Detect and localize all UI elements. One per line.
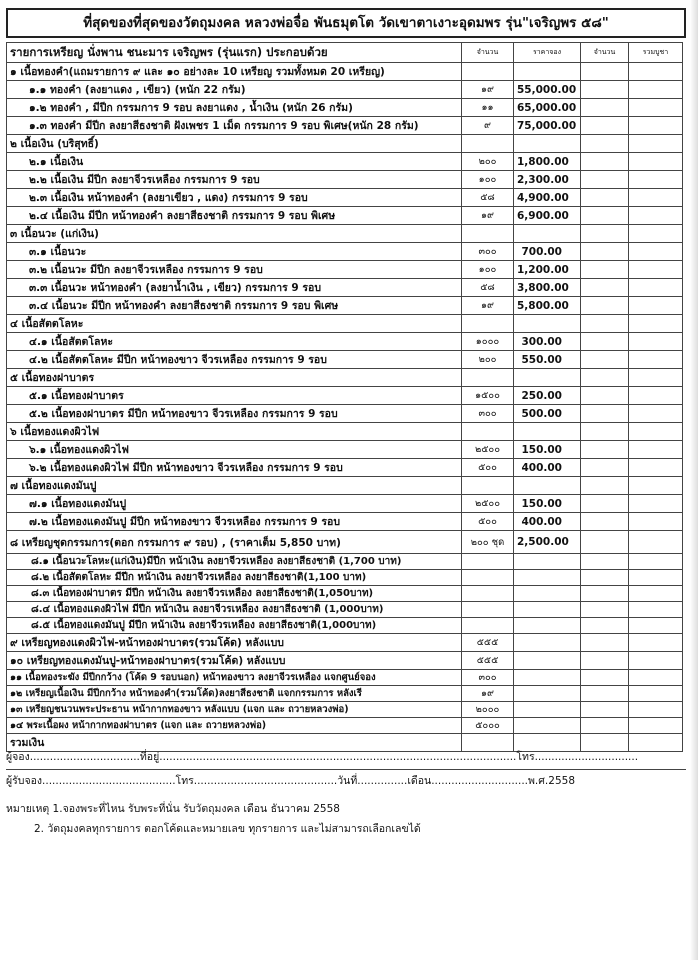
row-order-input[interactable] — [581, 63, 629, 81]
row-description: ๑ เนื้อทองคำ(แถมรายการ ๙ และ ๑๐ อย่างละ 10 เหรียญ รวมทั้งหมด 20 เหรียญ) — [7, 63, 462, 81]
row-quantity: ๒๐๐ ชุด — [462, 531, 514, 554]
row-order-input[interactable] — [581, 315, 629, 333]
row-description: ๗.๒ เนื้อทองแดงมันปู มีปีก หน้าทองขาว จีวรเหลือง กรรมการ 9 รอบ — [7, 513, 462, 531]
row-order-input[interactable] — [581, 702, 629, 718]
order-table — [6, 42, 683, 752]
row-order-input[interactable] — [581, 135, 629, 153]
row-order-input[interactable] — [581, 618, 629, 634]
table-row — [7, 618, 683, 634]
row-quantity: ๑๙ — [462, 207, 514, 225]
row-description: ๔.๒ เนื้อสัตตโลหะ มีปีก หน้าทองขาว จีวรเหลือง กรรมการ 9 รอบ — [7, 351, 462, 369]
row-price — [514, 135, 581, 153]
row-price: 150.00 — [514, 441, 581, 459]
row-quantity: ๓๐๐ — [462, 243, 514, 261]
table-row — [7, 670, 683, 686]
row-order-input[interactable] — [581, 531, 629, 554]
table-row — [7, 135, 683, 153]
row-order-input[interactable] — [581, 459, 629, 477]
row-price: 400.00 — [514, 459, 581, 477]
row-total-input[interactable] — [629, 333, 683, 351]
row-total-input[interactable] — [629, 686, 683, 702]
table-row — [7, 459, 683, 477]
row-order-input[interactable] — [581, 279, 629, 297]
row-quantity — [462, 63, 514, 81]
row-description: ๕.๑ เนื้อทองฝาบาตร — [7, 387, 462, 405]
row-total-input[interactable] — [629, 718, 683, 734]
row-description: ๓.๓ เนื้อนวะ หน้าทองคำ (ลงยาน้ำเงิน , เขียว) กรรมการ 9 รอบ — [7, 279, 462, 297]
row-quantity: ๑๐๐ — [462, 261, 514, 279]
row-order-input[interactable] — [581, 670, 629, 686]
row-price: 2,500.00 — [514, 531, 581, 554]
row-total-input[interactable] — [629, 189, 683, 207]
row-description: รวมเงิน — [7, 734, 462, 752]
row-description: ๑๐ เหรียญทองแดงมันปู-หน้าทองฝาบาตร(รวมโค้ด) หลังแบบ — [7, 652, 462, 670]
row-order-input[interactable] — [581, 99, 629, 117]
row-total-input[interactable] — [629, 652, 683, 670]
row-quantity — [462, 315, 514, 333]
row-description: ๑๑ เนื้อทองระฆัง มีปีกกว้าง (โค้ด 9 รอบนอก) หน้าทองขาว ลงยาจีวรเหลือง แจกศูนย์จอง — [7, 670, 462, 686]
row-quantity: ๕๘ — [462, 279, 514, 297]
row-quantity: ๑๐๐๐ — [462, 333, 514, 351]
row-description: ๑๒ เหรียญเนื้อเงิน มีปีกกว้าง หน้าทองคำ(รวมโค้ด)ลงยาสีธงชาติ แจกกรรมการ หลังเรี — [7, 686, 462, 702]
row-order-input[interactable] — [581, 602, 629, 618]
row-quantity: ๕๕๕ — [462, 634, 514, 652]
row-order-input[interactable] — [581, 243, 629, 261]
row-description: ๑.๑ ทองคำ (ลงยาแดง , เขียว) (หนัก 22 กรัม) — [7, 81, 462, 99]
row-description: ๔.๑ เนื้อสัตตโลหะ — [7, 333, 462, 351]
table-row — [7, 718, 683, 734]
table-row — [7, 554, 683, 570]
row-order-input[interactable] — [581, 495, 629, 513]
row-order-input[interactable] — [581, 333, 629, 351]
table-row — [7, 513, 683, 531]
row-total-input[interactable] — [629, 570, 683, 586]
row-order-input[interactable] — [581, 117, 629, 135]
row-order-input[interactable] — [581, 369, 629, 387]
row-quantity: ๑๙ — [462, 81, 514, 99]
row-order-input[interactable] — [581, 387, 629, 405]
row-price: 300.00 — [514, 333, 581, 351]
row-quantity — [462, 618, 514, 634]
row-quantity: ๑๕๐๐ — [462, 387, 514, 405]
row-price: 2,300.00 — [514, 171, 581, 189]
row-description: ๗ เนื้อทองแดงมันปู — [7, 477, 462, 495]
row-description: ๑.๒ ทองคำ , มีปีก กรรมการ 9 รอบ ลงยาแดง , น้ำเงิน (หนัก 26 กรัม) — [7, 99, 462, 117]
table-row — [7, 225, 683, 243]
row-quantity: ๓๐๐ — [462, 670, 514, 686]
row-total-input[interactable] — [629, 81, 683, 99]
table-row — [7, 351, 683, 369]
row-price: 500.00 — [514, 405, 581, 423]
table-row — [7, 333, 683, 351]
row-order-input[interactable] — [581, 570, 629, 586]
row-total-input[interactable] — [629, 459, 683, 477]
row-total-input[interactable] — [629, 135, 683, 153]
row-total-input[interactable] — [629, 618, 683, 634]
row-price — [514, 369, 581, 387]
row-total-input[interactable] — [629, 225, 683, 243]
row-order-input[interactable] — [581, 207, 629, 225]
row-order-input[interactable] — [581, 718, 629, 734]
table-row — [7, 207, 683, 225]
table-row — [7, 63, 683, 81]
row-price: 550.00 — [514, 351, 581, 369]
table-row — [7, 153, 683, 171]
row-quantity: ๓๐๐ — [462, 405, 514, 423]
table-body — [7, 63, 683, 752]
row-description: ๘.๑ เนื้อนวะโลหะ(แก่เงิน)มีปีก หน้าเงิน ลงยาจีวรเหลือง ลงยาสีธงชาติ (1,700 บาท) — [7, 554, 462, 570]
row-description: ๒.๑ เนื้อเงิน — [7, 153, 462, 171]
row-price — [514, 225, 581, 243]
row-quantity: ๒๐๐๐ — [462, 702, 514, 718]
row-price — [514, 702, 581, 718]
row-quantity: ๑๑ — [462, 99, 514, 117]
row-quantity — [462, 586, 514, 602]
order-sheet — [6, 8, 686, 752]
table-row — [7, 477, 683, 495]
header-order-quantity: จำนวน — [581, 43, 629, 63]
row-quantity: ๒๕๐๐ — [462, 495, 514, 513]
row-description: ๖.๑ เนื้อทองแดงผิวไฟ — [7, 441, 462, 459]
row-total-input[interactable] — [629, 531, 683, 554]
row-price — [514, 652, 581, 670]
header-description: รายการเหรียญ นั่งพาน ชนะมาร เจริญพร (รุ่นแรก) ประกอบด้วย — [7, 43, 462, 63]
table-row — [7, 279, 683, 297]
row-quantity — [462, 602, 514, 618]
table-row — [7, 570, 683, 586]
row-price: 55,000.00 — [514, 81, 581, 99]
row-price: 5,800.00 — [514, 297, 581, 315]
row-description: ๑๔ พระเนื้อผง หน้ากากทองฝาบาตร (แจก และ ถวายหลวงพ่อ) — [7, 718, 462, 734]
row-quantity: ๑๙ — [462, 686, 514, 702]
row-order-input[interactable] — [581, 171, 629, 189]
row-order-input[interactable] — [581, 261, 629, 279]
row-description: ๘ เหรียญชุดกรรมการ(ตอก กรรมการ ๙ รอบ) , (ราคาเต็ม 5,850 บาท) — [7, 531, 462, 554]
row-description: ๓.๑ เนื้อนวะ — [7, 243, 462, 261]
row-price — [514, 634, 581, 652]
row-quantity: ๕๐๐ — [462, 459, 514, 477]
row-price: 6,900.00 — [514, 207, 581, 225]
row-price: 250.00 — [514, 387, 581, 405]
row-price — [514, 670, 581, 686]
table-row — [7, 99, 683, 117]
row-description: ๘.๓ เนื้อทองฝาบาตร มีปีก หน้าเงิน ลงยาจีวรเหลือง ลงยาสีธงชาติ(1,050บาท) — [7, 586, 462, 602]
row-quantity: ๑๐๐ — [462, 171, 514, 189]
table-row — [7, 441, 683, 459]
row-description: ๑๓ เหรียญชนวนพระประธาน หน้ากากทองขาว หลังแบบ (แจก และ ถวายหลวงพ่อ) — [7, 702, 462, 718]
row-description: ๓.๔ เนื้อนวะ มีปีก หน้าทองคำ ลงยาสีธงชาติ กรรมการ 9 รอบ พิเศษ — [7, 297, 462, 315]
row-quantity: ๕๐๐๐ — [462, 718, 514, 734]
row-quantity: ๒๕๐๐ — [462, 441, 514, 459]
row-order-input[interactable] — [581, 297, 629, 315]
receiver-line: ผู้รับจอง........................................โทร...........................................วันที่...............เดือน.............................พ.ศ.2558 — [6, 775, 575, 787]
row-total-input[interactable] — [629, 586, 683, 602]
table-row — [7, 405, 683, 423]
row-order-input[interactable] — [581, 351, 629, 369]
row-order-input[interactable] — [581, 405, 629, 423]
row-description: ๓.๒ เนื้อนวะ มีปีก ลงยาจีวรเหลือง กรรมการ 9 รอบ — [7, 261, 462, 279]
row-order-input[interactable] — [581, 554, 629, 570]
row-price: 150.00 — [514, 495, 581, 513]
row-quantity — [462, 570, 514, 586]
row-price — [514, 618, 581, 634]
row-price: 4,900.00 — [514, 189, 581, 207]
row-total-input[interactable] — [629, 351, 683, 369]
row-order-input[interactable] — [581, 686, 629, 702]
row-order-input[interactable] — [581, 225, 629, 243]
table-row — [7, 602, 683, 618]
row-price — [514, 570, 581, 586]
row-order-input[interactable] — [581, 153, 629, 171]
row-total-input[interactable] — [629, 702, 683, 718]
row-order-input[interactable] — [581, 423, 629, 441]
header-total: รวมบูชา — [629, 43, 683, 63]
row-total-input[interactable] — [629, 441, 683, 459]
row-description: ๗.๑ เนื้อทองแดงมันปู — [7, 495, 462, 513]
table-row — [7, 531, 683, 554]
row-description: ๙ เหรียญทองแดงผิวไฟ-หน้าทองฝาบาตร(รวมโค้ด) หลังแบบ — [7, 634, 462, 652]
row-description: ๘.๒ เนื้อสัตตโลหะ มีปีก หน้าเงิน ลงยาจีวรเหลือง ลงยาสีธงชาติ(1,100 บาท) — [7, 570, 462, 586]
table-header — [7, 43, 683, 63]
row-total-input[interactable] — [629, 369, 683, 387]
row-order-input[interactable] — [581, 586, 629, 602]
header-quantity: จำนวน — [462, 43, 514, 63]
note-2: 2. วัตถุมงคลทุกรายการ ตอกโค้ดและหมายเลข ทุกรายการ และไม่สามารถเลือกเลขได้ — [34, 823, 421, 835]
row-price — [514, 686, 581, 702]
row-total-input[interactable] — [629, 495, 683, 513]
row-order-input[interactable] — [581, 189, 629, 207]
row-order-input[interactable] — [581, 513, 629, 531]
row-total-input[interactable] — [629, 117, 683, 135]
row-total-input[interactable] — [629, 261, 683, 279]
row-price — [514, 477, 581, 495]
row-total-input[interactable] — [629, 279, 683, 297]
row-order-input[interactable] — [581, 81, 629, 99]
row-price: 400.00 — [514, 513, 581, 531]
row-price — [514, 586, 581, 602]
row-total-input[interactable] — [629, 405, 683, 423]
row-total-input[interactable] — [629, 477, 683, 495]
table-row — [7, 387, 683, 405]
row-description: ๘.๕ เนื้อทองแดงมันปู มีปีก หน้าเงิน ลงยาจีวรเหลือง ลงยาสีธงชาติ(1,000บาท) — [7, 618, 462, 634]
table-row — [7, 586, 683, 602]
row-price: 75,000.00 — [514, 117, 581, 135]
row-total-input[interactable] — [629, 513, 683, 531]
row-total-input[interactable] — [629, 153, 683, 171]
row-total-input[interactable] — [629, 387, 683, 405]
row-price — [514, 554, 581, 570]
row-quantity — [462, 135, 514, 153]
row-price — [514, 315, 581, 333]
row-description: ๖ เนื้อทองแดงผิวไฟ — [7, 423, 462, 441]
table-row — [7, 686, 683, 702]
table-row — [7, 81, 683, 99]
row-total-input[interactable] — [629, 423, 683, 441]
row-quantity — [462, 477, 514, 495]
row-total-input[interactable] — [629, 99, 683, 117]
row-order-input[interactable] — [581, 634, 629, 652]
row-description: ๖.๒ เนื้อทองแดงผิวไฟ มีปีก หน้าทองขาว จีวรเหลือง กรรมการ 9 รอบ — [7, 459, 462, 477]
row-total-input[interactable] — [629, 554, 683, 570]
row-total-input[interactable] — [629, 171, 683, 189]
row-total-input[interactable] — [629, 207, 683, 225]
row-quantity: ๒๐๐ — [462, 153, 514, 171]
row-total-input[interactable] — [629, 63, 683, 81]
scan-edge — [690, 0, 698, 960]
row-order-input[interactable] — [581, 441, 629, 459]
row-description: ๘.๔ เนื้อทองแดงผิวไฟ มีปีก หน้าเงิน ลงยาจีวรเหลือง ลงยาสีธงชาติ (1,000บาท) — [7, 602, 462, 618]
row-total-input[interactable] — [629, 670, 683, 686]
row-quantity — [462, 423, 514, 441]
page-title: ที่สุดของที่สุดของวัตถุมงคล หลวงพ่อจื่อ พันธมุตโต วัดเขาตาเงาะอุดมพร รุ่น"เจริญพร ๕๘" — [6, 8, 686, 38]
row-total-input[interactable] — [629, 634, 683, 652]
row-quantity: ๙ — [462, 117, 514, 135]
table-row — [7, 652, 683, 670]
row-total-input[interactable] — [629, 602, 683, 618]
row-quantity: ๕๐๐ — [462, 513, 514, 531]
row-description: ๔ เนื้อสัตตโลหะ — [7, 315, 462, 333]
row-quantity — [462, 554, 514, 570]
table-row — [7, 261, 683, 279]
table-row — [7, 243, 683, 261]
table-row — [7, 495, 683, 513]
row-description: ๕.๒ เนื้อทองฝาบาตร มีปีก หน้าทองขาว จีวรเหลือง กรรมการ 9 รอบ — [7, 405, 462, 423]
row-description: ๒ เนื้อเงิน (บริสุทธิ์) — [7, 135, 462, 153]
row-price: 1,800.00 — [514, 153, 581, 171]
row-price: 1,200.00 — [514, 261, 581, 279]
row-price — [514, 423, 581, 441]
row-description: ๓ เนื้อนวะ (แก่เงิน) — [7, 225, 462, 243]
row-description: ๑.๓ ทองคำ มีปีก ลงยาสีธงชาติ ฝังเพชร 1 เม็ด กรรมการ 9 รอบ พิเศษ(หนัก 28 กรัม) — [7, 117, 462, 135]
row-price — [514, 63, 581, 81]
row-price: 65,000.00 — [514, 99, 581, 117]
row-order-input[interactable] — [581, 477, 629, 495]
row-quantity — [462, 225, 514, 243]
row-price: 700.00 — [514, 243, 581, 261]
row-description: ๒.๒ เนื้อเงิน มีปีก ลงยาจีวรเหลือง กรรมการ 9 รอบ — [7, 171, 462, 189]
table-row — [7, 423, 683, 441]
note-1: หมายเหตุ 1.จองพระที่ไหน รับพระที่นั่น รับวัตถุมงคล เดือน ธันวาคม 2558 — [6, 803, 340, 815]
row-total-input[interactable] — [629, 243, 683, 261]
row-total-input[interactable] — [629, 315, 683, 333]
row-quantity: ๒๐๐ — [462, 351, 514, 369]
row-quantity: ๕๕๕ — [462, 652, 514, 670]
row-quantity — [462, 369, 514, 387]
row-description: ๒.๔ เนื้อเงิน มีปีก หน้าทองคำ ลงยาสีธงชาติ กรรมการ 9 รอบ พิเศษ — [7, 207, 462, 225]
row-quantity: ๑๙ — [462, 297, 514, 315]
row-price — [514, 718, 581, 734]
row-order-input[interactable] — [581, 652, 629, 670]
header-price: ราคาจอง — [514, 43, 581, 63]
table-row — [7, 315, 683, 333]
buyer-line: ผู้จอง.................................ที่อยู่...........................................................................................................โทร............................... — [6, 748, 686, 770]
table-row — [7, 171, 683, 189]
row-total-input[interactable] — [629, 297, 683, 315]
row-description: ๒.๓ เนื้อเงิน หน้าทองคำ (ลงยาเขียว , แดง) กรรมการ 9 รอบ — [7, 189, 462, 207]
table-row — [7, 189, 683, 207]
table-row — [7, 117, 683, 135]
row-price: 3,800.00 — [514, 279, 581, 297]
row-quantity: ๕๘ — [462, 189, 514, 207]
table-row — [7, 634, 683, 652]
row-description: ๕ เนื้อทองฝาบาตร — [7, 369, 462, 387]
table-row — [7, 369, 683, 387]
table-row — [7, 297, 683, 315]
table-row — [7, 702, 683, 718]
row-price — [514, 602, 581, 618]
